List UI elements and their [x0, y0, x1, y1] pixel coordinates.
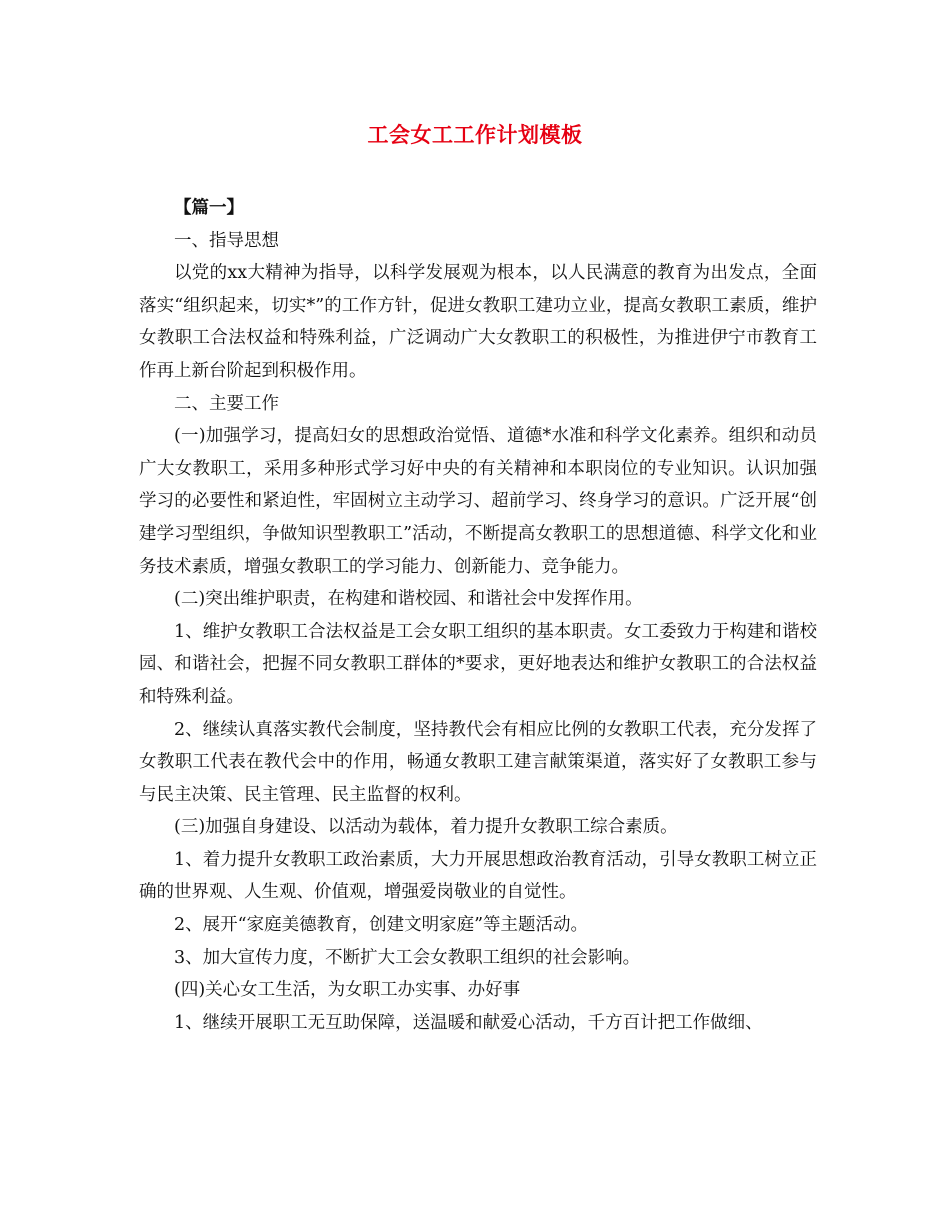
- document-title: 工会女工工作计划模板: [367, 123, 583, 147]
- subsection-heading: (二)突出维护职责，在构建和谐校园、和谐社会中发挥作用。: [174, 589, 643, 610]
- paragraph: (一)加强学习，提高妇女的思想政治觉悟、道德*水准和科学文化素养。组织和动员广大女教职工，采用多种形式学习好中央的有关精神和本职岗位的专业知识。认识加强学习的必要性和紧迫性，牢固树立主动学习、超前学习、终身学习的意识。广泛开展“创建学习型组织，争做知识型教职工”活动，不断提高女教职工的思想道德、科学文化和业务技术素质，增强女教职工的学习能力、创新能力、竞争能力。: [139, 426, 817, 577]
- subsection-heading: (三)加强自身建设、以活动为载体，着力提升女教职工综合素质。: [174, 817, 678, 838]
- section-heading: 一、指导思想: [174, 230, 279, 251]
- subsection-heading: (四)关心女工生活，为女职工办实事、办好事: [174, 980, 521, 1001]
- section-tag: 【篇一】: [174, 198, 244, 218]
- paragraph: 以党的xx大精神为指导，以科学发展观为根本，以人民满意的教育为出发点，全面落实“组织起来，切实*”的工作方针，促进女教职工建功立业，提高女教职工素质，维护女教职工合法权益和特殊利益，广泛调动广大女教职工的积极性，为推进伊宁市教育工作再上新台阶起到积极作用。: [139, 263, 817, 381]
- paragraph: 1、着力提升女教职工政治素质，大力开展思想政治教育活动，引导女教职工树立正确的世界观、人生观、价值观，增强爱岗敬业的自觉性。: [139, 849, 817, 903]
- paragraph: 2、展开“家庭美德教育，创建文明家庭”等主题活动。: [174, 915, 589, 936]
- paragraph: 2、继续认真落实教代会制度，坚持教代会有相应比例的女教职工代表，充分发挥了女教职工代表在教代会中的作用，畅通女教职工建言献策渠道，落实好了女教职工参与与民主决策、民主管理、民主监督的权利。: [139, 719, 817, 805]
- section-heading: 二、主要工作: [174, 393, 279, 414]
- paragraph: 1、继续开展职工无互助保障，送温暖和献爱心活动，千方百计把工作做细、: [174, 1012, 763, 1033]
- paragraph: 3、加大宣传力度，不断扩大工会女教职工组织的社会影响。: [174, 947, 641, 968]
- document-body: [139, 192, 817, 1039]
- paragraph: 1、维护女教职工合法权益是工会女职工组织的基本职责。女工委致力于构建和谐校园、和谐社会，把握不同女教职工群体的*要求，更好地表达和维护女教职工的合法权益和特殊利益。: [139, 621, 817, 707]
